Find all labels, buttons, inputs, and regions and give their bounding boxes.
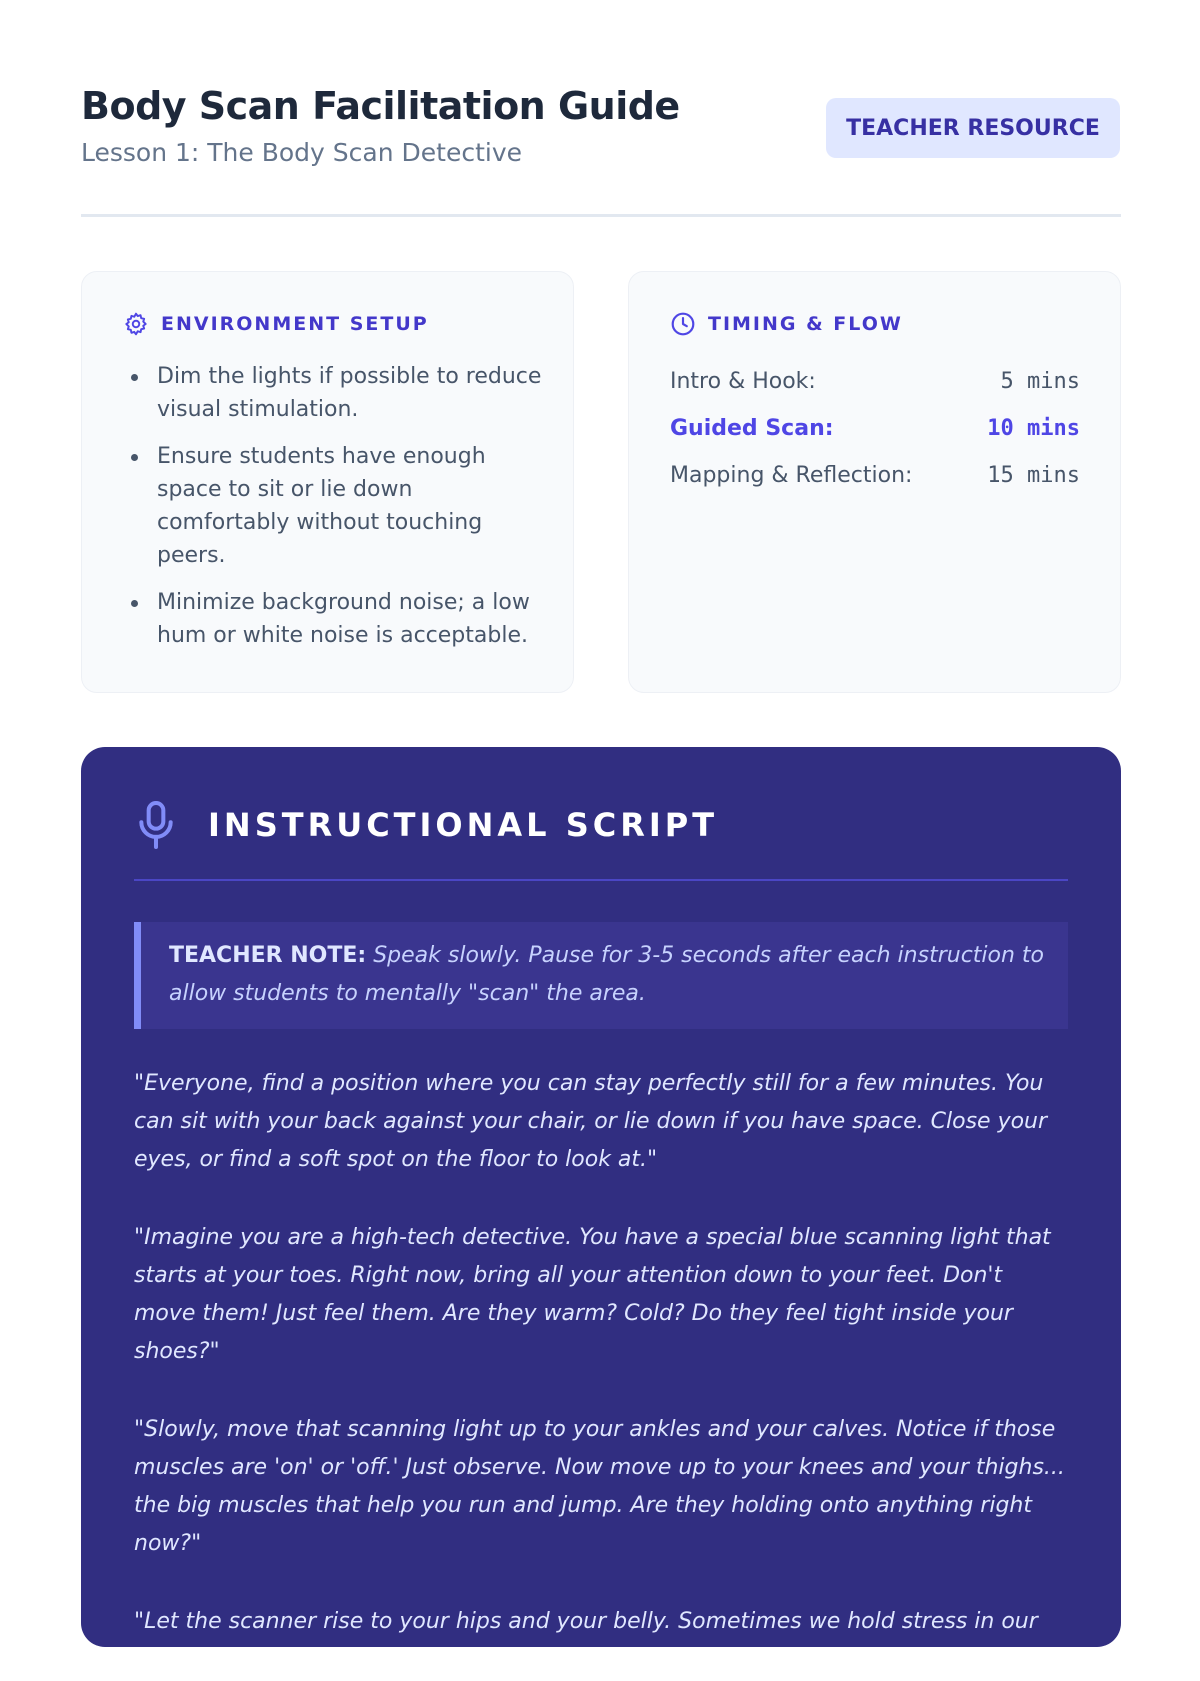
list-item: Dim the lights if possible to reduce visual stimulation. [123, 360, 543, 426]
timing-row-highlighted [670, 405, 1080, 452]
script-paragraphs [134, 1065, 1068, 1681]
page-title: Body Scan Facilitation Guide [81, 84, 680, 128]
timing-value: 15 mins [987, 463, 1080, 488]
teacher-note [134, 922, 1068, 1029]
timing-row [670, 358, 1080, 405]
instructional-script-heading [134, 799, 718, 851]
timing-value: 10 mins [987, 416, 1080, 441]
timing-value: 5 mins [1000, 369, 1080, 394]
header-divider [81, 214, 1121, 217]
clock-icon [670, 311, 696, 337]
teacher-resource-badge: TEACHER RESOURCE [826, 98, 1120, 158]
environment-setup-card [81, 271, 574, 693]
script-paragraph: "Slowly, move that scanning light up to your ankles and your calves. Notice if those muscles are 'on' or 'off.' Just observe. Now move up to your knees and your thighs... the big muscles that help you run and jump. Are they holding onto anything right now?" [134, 1417, 1065, 1556]
timing-flow-heading [670, 311, 903, 337]
list-item: Minimize background noise; a low hum or white noise is acceptable. [123, 586, 543, 652]
instructional-script-panel [81, 747, 1121, 1647]
environment-setup-list [123, 360, 543, 666]
script-divider [134, 879, 1068, 881]
timing-label: Mapping & Reflection: [670, 463, 913, 488]
script-paragraph: "Imagine you are a high-tech detective. You have a special blue scanning light that starts at your toes. Right now, bring all your attention down to your feet. Don't move them! Just feel them. Are they warm? Cold? Do they feel tight inside your shoes?" [134, 1225, 1051, 1364]
microphone-icon [134, 799, 178, 851]
teacher-note-text: Speak slowly. Pause for 3-5 seconds after each instruction to allow students to mentally "scan" the area. [169, 943, 1045, 1006]
environment-setup-heading [123, 311, 429, 337]
timing-flow-card [628, 271, 1121, 693]
script-paragraph: "Everyone, find a position where you can stay perfectly still for a few minutes. You can sit with your back against your chair, or lie down if you have space. Close your eyes, or find a soft spot on the floor to look at." [134, 1071, 1048, 1172]
timing-label: Guided Scan: [670, 416, 834, 441]
list-item: Ensure students have enough space to sit or lie down comfortably without touching peers. [123, 440, 543, 572]
timing-flow-title: TIMING & FLOW [708, 313, 903, 335]
timing-row [670, 452, 1080, 499]
timing-list [670, 358, 1080, 499]
script-paragraph: "Let the scanner rise to your hips and your belly. Sometimes we hold stress in our [134, 1609, 1038, 1634]
page-subtitle: Lesson 1: The Body Scan Detective [81, 138, 522, 167]
gear-icon [123, 311, 149, 337]
timing-label: Intro & Hook: [670, 369, 816, 394]
teacher-note-label: TEACHER NOTE: [169, 943, 367, 968]
environment-setup-title: ENVIRONMENT SETUP [161, 313, 429, 335]
instructional-script-title: INSTRUCTIONAL SCRIPT [208, 806, 719, 844]
